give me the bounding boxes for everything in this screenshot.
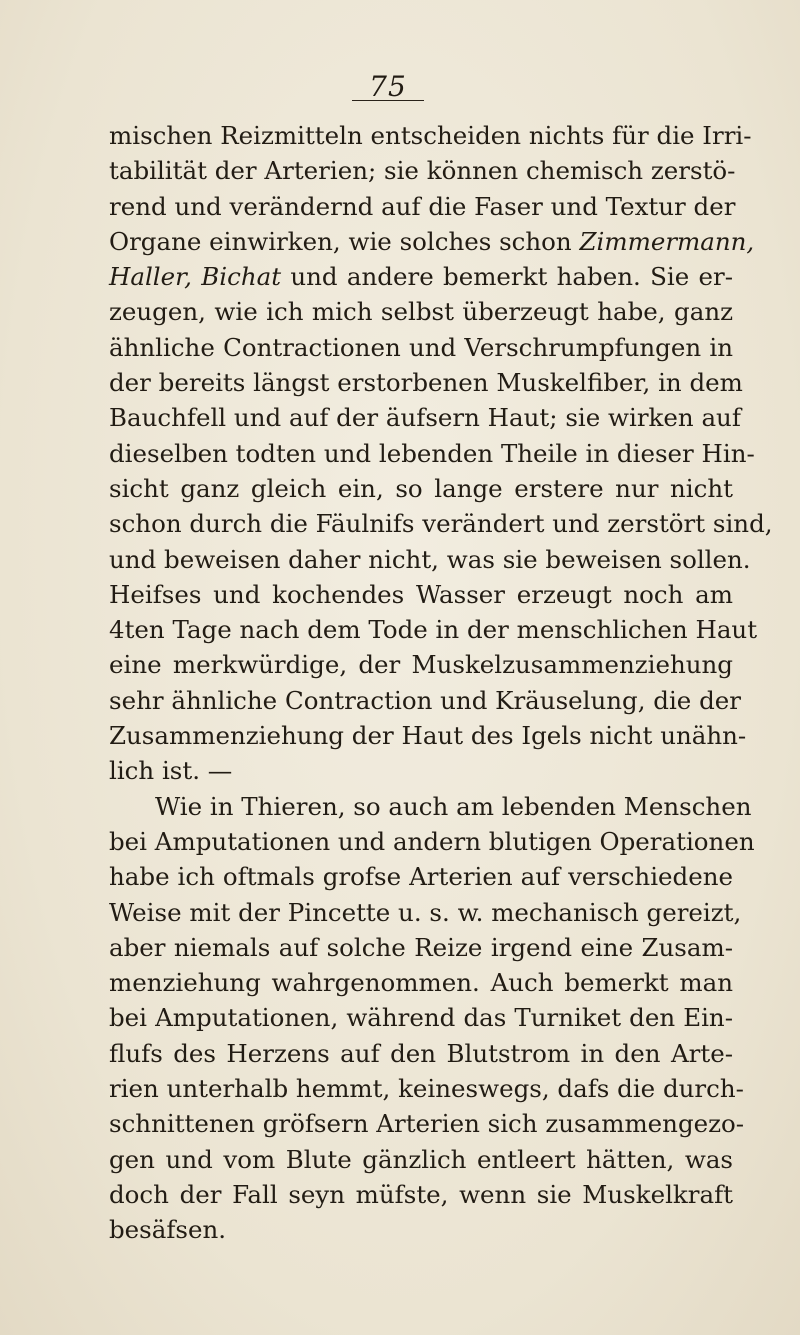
text-segment: mischen Reizmitteln entscheiden nichts für die Irri- [109, 121, 752, 150]
text-segment: dieselben todten und lebenden Theile in dieser Hin- [109, 438, 755, 468]
text-segment: rien unterhalb hemmt, keineswegs, dafs die durch- [109, 1074, 744, 1104]
text-segment: besäfsen. [109, 1215, 227, 1245]
text-line [109, 1212, 733, 1247]
text-segment: menziehung wahrgenommen. Auch bemerkt man [109, 968, 733, 998]
text-line [109, 824, 755, 859]
text-segment: schon durch die Fäulnifs verändert und zerstört sind, [109, 509, 773, 539]
text-segment: zeugen, wie ich mich selbst überzeugt habe, ganz [109, 297, 733, 327]
text-line [109, 789, 752, 824]
text-segment: tabilität der Arterien; sie können chemisch zerstö- [109, 156, 736, 186]
text-line [109, 506, 773, 541]
text-line [109, 400, 741, 435]
text-segment: Organe einwirken, wie solches schon [109, 226, 580, 256]
text-segment: 4ten Tage nach dem Tode in der menschlichen Haut [109, 615, 758, 645]
text-line [109, 1106, 745, 1141]
text-segment: rend und verändernd auf die Faser und Textur der [109, 191, 736, 221]
text-segment: gen und vom Blute gänzlich entleert hätten, was [109, 1144, 733, 1174]
text-segment: bei Amputationen und andern blutigen Operationen [109, 826, 755, 856]
page-number: 75 [369, 70, 407, 103]
text-line [109, 436, 755, 471]
text-line [109, 930, 733, 965]
text-segment: flufs des Herzens auf den Blutstrom in den Arte- [109, 1038, 733, 1068]
text-segment: und beweisen daher nicht, was sie beweisen sollen. [109, 544, 751, 574]
text-segment: ähnliche Contractionen und Verschrumpfungen in [109, 332, 733, 362]
text-line [109, 859, 733, 894]
text-line [109, 718, 747, 753]
text-line [109, 224, 755, 259]
text-segment: sicht ganz gleich ein, so lange erstere nur nicht [109, 473, 733, 503]
text-segment: habe ich oftmals grofse Arterien auf verschiedene [109, 862, 733, 892]
text-line [109, 683, 741, 718]
text-line [109, 365, 743, 400]
italic-name: Zimmermann, [579, 226, 755, 256]
text-line [109, 577, 733, 612]
text-line [109, 895, 742, 930]
text-line [109, 753, 733, 788]
text-line [109, 1000, 733, 1035]
italic-name: Haller, Bichat [109, 262, 282, 292]
text-segment: doch der Fall seyn müfste, wenn sie Muskelkraft [109, 1179, 733, 1209]
text-line [109, 189, 736, 224]
text-segment: Wie in Thieren, so auch am lebenden Menschen [155, 791, 752, 821]
text-segment: bei Amputationen, während das Turniket den Ein- [109, 1003, 733, 1033]
text-segment: eine merkwürdige, der Muskelzusammenziehung [109, 650, 733, 680]
text-segment: und andere bemerkt haben. Sie er- [281, 262, 734, 292]
text-segment: der bereits längst erstorbenen Muskelfiber, in dem [109, 368, 743, 398]
text-segment: Heifses und kochendes Wasser erzeugt noch am [109, 579, 733, 609]
page-number-rule [352, 100, 424, 101]
text-segment: lich ist. — [109, 756, 233, 786]
text-line [109, 612, 758, 647]
text-segment: Bauchfell und auf der äufsern Haut; sie wirken auf [109, 403, 741, 433]
text-segment: Weise mit der Pincette u. s. w. mechanisch gereizt, [109, 897, 742, 927]
text-line [109, 1177, 733, 1212]
text-line [109, 330, 733, 365]
text-line [109, 118, 752, 153]
text-line [109, 471, 733, 506]
text-line [109, 1142, 733, 1177]
text-line [109, 294, 733, 329]
text-line [109, 542, 751, 577]
text-line [109, 965, 733, 1000]
text-segment: schnittenen gröfsern Arterien sich zusammengezo- [109, 1109, 745, 1139]
text-segment: sehr ähnliche Contraction und Kräuselung, die der [109, 685, 741, 715]
body-text [109, 118, 773, 1248]
text-segment: Zusammenziehung der Haut des Igels nicht unähn- [109, 721, 747, 751]
text-line [109, 259, 733, 294]
text-line [109, 647, 733, 682]
text-segment: aber niemals auf solche Reize irgend eine Zusam- [109, 932, 733, 962]
text-line [109, 1071, 744, 1106]
text-line [109, 153, 736, 188]
text-line [109, 1036, 733, 1071]
